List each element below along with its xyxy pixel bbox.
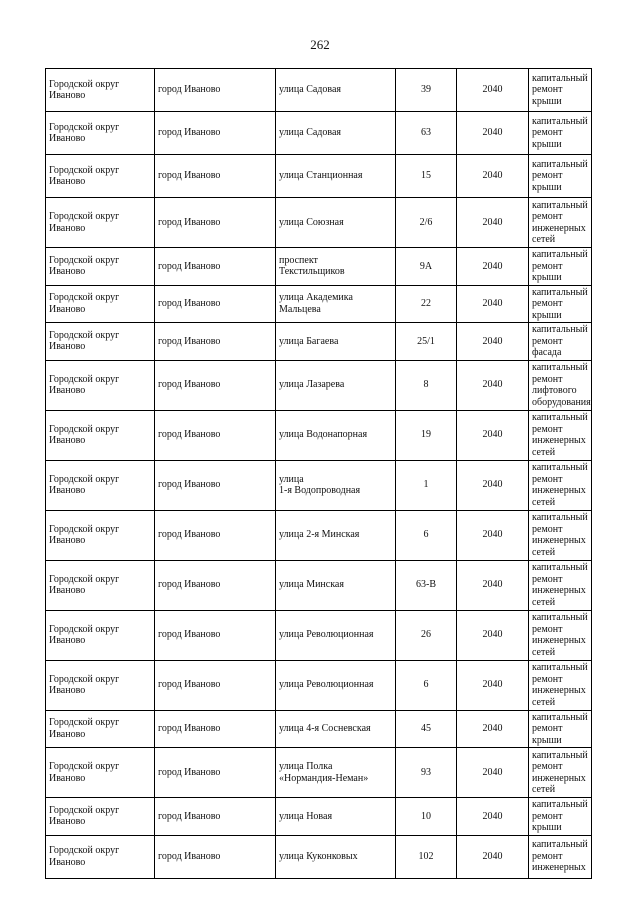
city-cell: город Иваново (155, 198, 276, 248)
house-number-cell: 9А (396, 248, 457, 286)
year-cell: 2040 (457, 835, 529, 878)
year-cell: 2040 (457, 69, 529, 112)
city-cell: город Иваново (155, 285, 276, 323)
table-row (46, 610, 592, 660)
year-cell: 2040 (457, 112, 529, 155)
street-cell: улица Лазарева (276, 360, 396, 410)
table-row (46, 112, 592, 155)
work-type-cell: капитальный ремонт крыши (529, 285, 592, 323)
district-cell: Городской округ Иваново (46, 835, 155, 878)
district-cell: Городской округ Иваново (46, 323, 155, 361)
house-number-cell: 45 (396, 710, 457, 748)
work-type-cell: капитальный ремонт фасада (529, 323, 592, 361)
city-cell: город Иваново (155, 155, 276, 198)
table-row (46, 198, 592, 248)
year-cell: 2040 (457, 248, 529, 286)
house-number-cell: 15 (396, 155, 457, 198)
table-row (46, 835, 592, 878)
street-cell: улица Минская (276, 560, 396, 610)
table-row (46, 69, 592, 112)
district-cell: Городской округ Иваново (46, 155, 155, 198)
city-cell: город Иваново (155, 112, 276, 155)
year-cell: 2040 (457, 285, 529, 323)
year-cell: 2040 (457, 660, 529, 710)
year-cell: 2040 (457, 360, 529, 410)
city-cell: город Иваново (155, 69, 276, 112)
work-type-cell: капитальный ремонт инженерных сетей (529, 460, 592, 510)
repair-schedule-table (45, 68, 592, 879)
house-number-cell: 63-В (396, 560, 457, 610)
house-number-cell: 8 (396, 360, 457, 410)
street-cell: улица Полка «Нормандия-Неман» (276, 748, 396, 798)
street-cell: улица 1-я Водопроводная (276, 460, 396, 510)
work-type-cell: капитальный ремонт крыши (529, 798, 592, 836)
street-cell: проспект Текстильщиков (276, 248, 396, 286)
work-type-cell: капитальный ремонт крыши (529, 710, 592, 748)
house-number-cell: 1 (396, 460, 457, 510)
city-cell: город Иваново (155, 410, 276, 460)
work-type-cell: капитальный ремонт крыши (529, 69, 592, 112)
house-number-cell: 10 (396, 798, 457, 836)
district-cell: Городской округ Иваново (46, 248, 155, 286)
table-row (46, 710, 592, 748)
year-cell: 2040 (457, 155, 529, 198)
year-cell: 2040 (457, 410, 529, 460)
work-type-cell: капитальный ремонт инженерных сетей (529, 610, 592, 660)
street-cell: улица Садовая (276, 112, 396, 155)
year-cell: 2040 (457, 560, 529, 610)
street-cell: улица Революционная (276, 610, 396, 660)
table-row (46, 285, 592, 323)
year-cell: 2040 (457, 798, 529, 836)
house-number-cell: 6 (396, 510, 457, 560)
city-cell: город Иваново (155, 510, 276, 560)
street-cell: улица Станционная (276, 155, 396, 198)
district-cell: Городской округ Иваново (46, 460, 155, 510)
year-cell: 2040 (457, 510, 529, 560)
work-type-cell: капитальный ремонт инженерных сетей (529, 560, 592, 610)
city-cell: город Иваново (155, 710, 276, 748)
year-cell: 2040 (457, 198, 529, 248)
table-row (46, 460, 592, 510)
city-cell: город Иваново (155, 610, 276, 660)
city-cell: город Иваново (155, 835, 276, 878)
house-number-cell: 102 (396, 835, 457, 878)
table-row (46, 155, 592, 198)
year-cell: 2040 (457, 460, 529, 510)
house-number-cell: 19 (396, 410, 457, 460)
city-cell: город Иваново (155, 460, 276, 510)
work-type-cell: капитальный ремонт крыши (529, 248, 592, 286)
district-cell: Городской округ Иваново (46, 610, 155, 660)
table-row (46, 748, 592, 798)
city-cell: город Иваново (155, 660, 276, 710)
street-cell: улица 4-я Сосневская (276, 710, 396, 748)
district-cell: Городской округ Иваново (46, 112, 155, 155)
house-number-cell: 26 (396, 610, 457, 660)
city-cell: город Иваново (155, 248, 276, 286)
street-cell: улица Академика Мальцева (276, 285, 396, 323)
house-number-cell: 63 (396, 112, 457, 155)
district-cell: Городской округ Иваново (46, 285, 155, 323)
house-number-cell: 6 (396, 660, 457, 710)
street-cell: улица Союзная (276, 198, 396, 248)
table-row (46, 560, 592, 610)
page-number: 262 (310, 37, 330, 52)
street-cell: улица Водонапорная (276, 410, 396, 460)
year-cell: 2040 (457, 748, 529, 798)
table-row (46, 248, 592, 286)
year-cell: 2040 (457, 610, 529, 660)
street-cell: улица Садовая (276, 69, 396, 112)
work-type-cell: капитальный ремонт инженерных сетей (529, 510, 592, 560)
district-cell: Городской округ Иваново (46, 798, 155, 836)
district-cell: Городской округ Иваново (46, 69, 155, 112)
work-type-cell: капитальный ремонт инженерных сетей (529, 660, 592, 710)
table-row (46, 660, 592, 710)
street-cell: улица Куконковых (276, 835, 396, 878)
table-row (46, 798, 592, 836)
year-cell: 2040 (457, 710, 529, 748)
street-cell: улица 2-я Минская (276, 510, 396, 560)
table-row (46, 323, 592, 361)
district-cell: Городской округ Иваново (46, 748, 155, 798)
work-type-cell: капитальный ремонт инженерных сетей (529, 748, 592, 798)
street-cell: улица Багаева (276, 323, 396, 361)
district-cell: Городской округ Иваново (46, 660, 155, 710)
district-cell: Городской округ Иваново (46, 510, 155, 560)
district-cell: Городской округ Иваново (46, 710, 155, 748)
city-cell: город Иваново (155, 560, 276, 610)
district-cell: Городской округ Иваново (46, 560, 155, 610)
district-cell: Городской округ Иваново (46, 410, 155, 460)
table-row (46, 360, 592, 410)
district-cell: Городской округ Иваново (46, 360, 155, 410)
street-cell: улица Революционная (276, 660, 396, 710)
work-type-cell: капитальный ремонт лифтового оборудования (529, 360, 592, 410)
house-number-cell: 22 (396, 285, 457, 323)
work-type-cell: капитальный ремонт инженерных сетей (529, 410, 592, 460)
work-type-cell: капитальный ремонт инженерных сетей (529, 198, 592, 248)
work-type-cell: капитальный ремонт крыши (529, 155, 592, 198)
city-cell: город Иваново (155, 360, 276, 410)
house-number-cell: 2/6 (396, 198, 457, 248)
work-type-cell: капитальный ремонт крыши (529, 112, 592, 155)
table-row (46, 510, 592, 560)
house-number-cell: 93 (396, 748, 457, 798)
district-cell: Городской округ Иваново (46, 198, 155, 248)
street-cell: улица Новая (276, 798, 396, 836)
city-cell: город Иваново (155, 323, 276, 361)
house-number-cell: 39 (396, 69, 457, 112)
house-number-cell: 25/1 (396, 323, 457, 361)
work-type-cell: капитальный ремонт инженерных (529, 835, 592, 878)
year-cell: 2040 (457, 323, 529, 361)
table-row (46, 410, 592, 460)
city-cell: город Иваново (155, 798, 276, 836)
city-cell: город Иваново (155, 748, 276, 798)
